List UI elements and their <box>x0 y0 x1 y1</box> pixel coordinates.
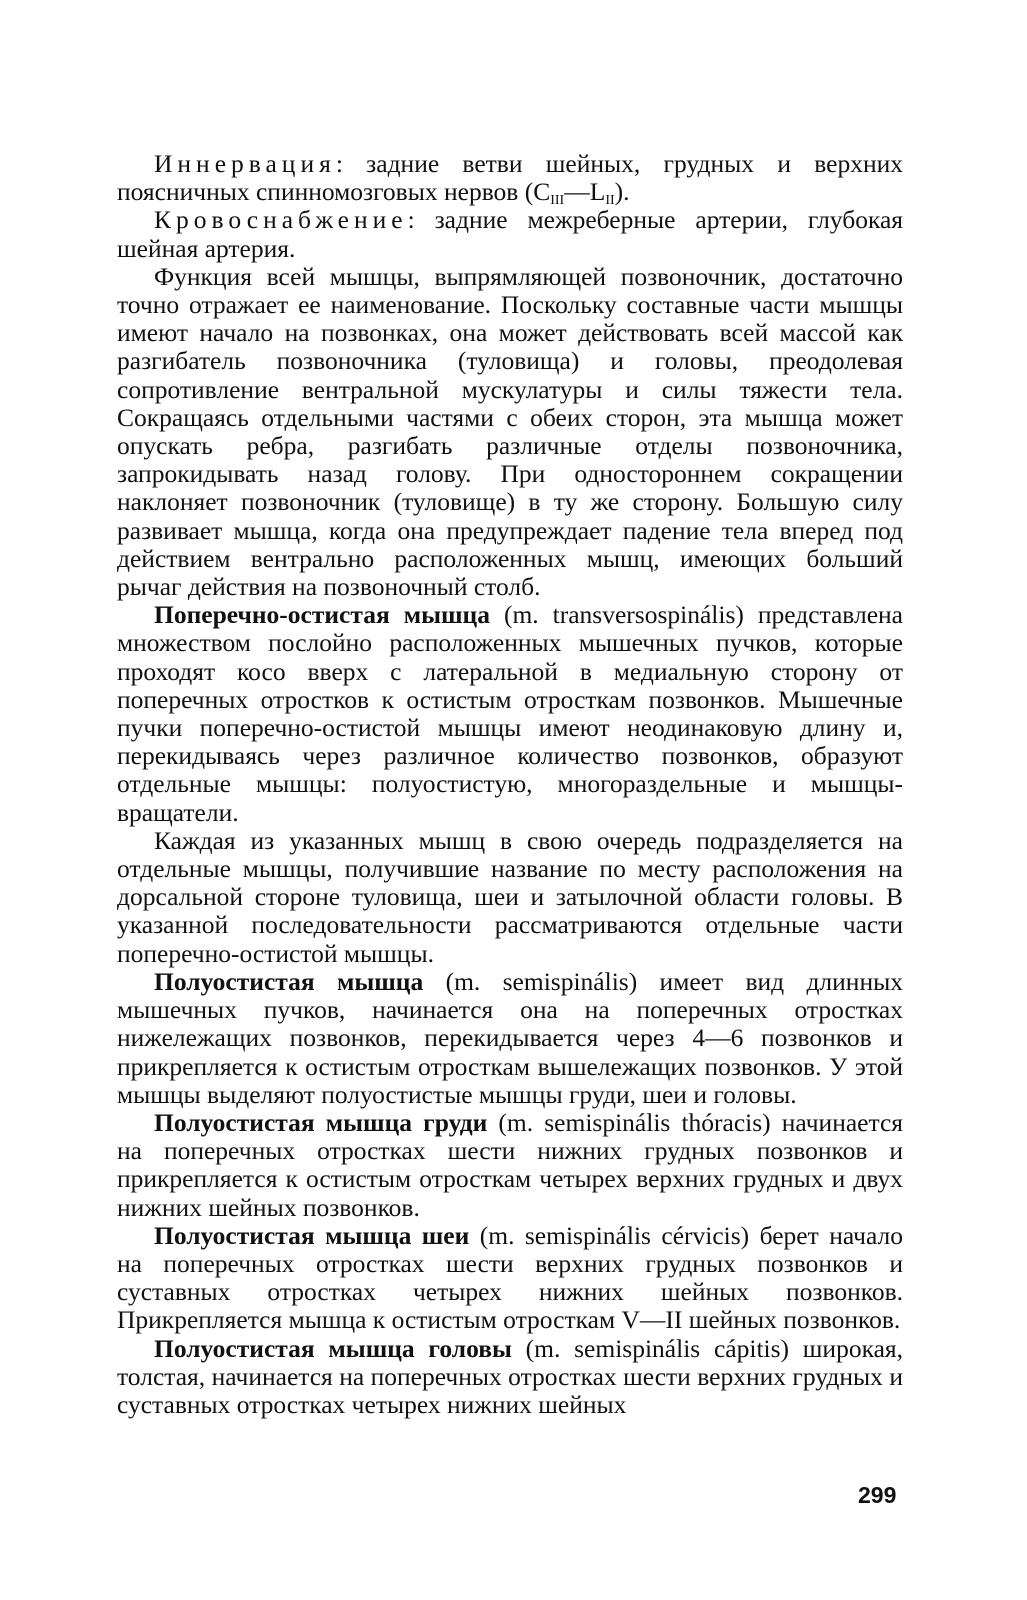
semispinalis-capitis-text: (m. semispinális cápitis) широкая, толстая, начинается на поперечных отростках шести верхних грудных и суставных отростках четырех нижних шейных <box>117 1333 904 1419</box>
term-transversospinalis: Поперечно-остистая мышца <box>154 600 490 630</box>
blood-supply-heading: Кровоснабжение <box>154 205 408 235</box>
page-number: 299 <box>858 1482 897 1508</box>
term-semispinalis-cervicis: Полуостистая мышца шеи <box>154 1220 470 1250</box>
transversospinalis-text: (m. transversospinális) представлена множеством послойно расположенных мышечных пучков, которые проходят косо вверх с латеральной в медиальную сторону от поперечных отростков к остистым отросткам позвонков. Мышечные пучки поперечно-остистой мышцы имеют неодинаковую длину и, перекидываясь через различное количество позвонков, образуют отдельные мышцы: полуостистую, многораздельные и мышцы-вращатели. <box>117 600 903 827</box>
term-semispinalis-thoracis: Полуостистая мышца груди <box>154 1107 488 1137</box>
paragraph-innervation <box>117 149 903 209</box>
paragraph-semispinalis-cervicis <box>117 1222 903 1335</box>
paragraph-transversospinalis <box>117 601 903 827</box>
semispinalis-text: (m. semispinális) имеет вид длинных мышечных пучков, начинается она на поперечных отростках нижележащих позвонков, перекидывается через 4—6 позвонков и прикрепляется к остистым отросткам вышележащих позвонков. У этой мышцы выделяют полуостистые мышцы груди, шеи и головы. <box>117 966 903 1109</box>
paragraph-blood-supply <box>117 206 903 262</box>
semispinalis-thoracis-text: (m. semispinális thóracis) начинается на поперечных отростках шести нижних грудных позвонков и прикрепляется к остистым отросткам четырех верхних грудных и двух нижних шейных позвонков. <box>117 1107 903 1222</box>
nerve-range-dash: —L <box>564 177 606 207</box>
innervation-heading: Иннервация <box>154 149 336 178</box>
body-text <box>117 150 903 1419</box>
nerve-subscript-start: III <box>550 193 565 209</box>
term-semispinalis: Полуостистая мышца <box>154 966 424 996</box>
paragraph-semispinalis-thoracis <box>117 1109 903 1222</box>
innervation-end: ). <box>614 177 630 207</box>
innervation-text: : задние ветви шейных, грудных и верхних поясничных спинномозговых нервов (C <box>117 149 903 207</box>
paragraph-subdivision: Каждая из указанных мышц в свою очередь подразделяется на отдельные мышцы, получившие название по месту расположения на дорсальной стороне туловища, шеи и затылочной области головы. В указанной последовательности рассматриваются отдельные части поперечно-остистой мышцы. <box>117 825 903 968</box>
semispinalis-cervicis-text: (m. semispinális cérvicis) берет начало на поперечных отростках шести верхних грудных позвонков и суставных отростках четырех нижних шейных позвонков. Прикрепляется мышца к остистым отросткам V—II шейных позвонков. <box>117 1220 903 1335</box>
paragraph-function: Функция всей мышцы, выпрямляющей позвоночник, достаточно точно отражает ее наименование. Поскольку составные части мышцы имеют начало на позвонках, она может действовать всей массой как разгибатель позвоночника (туловища) и головы, преодолевая сопротивление вентральной мускулатуры и силы тяжести тела. Сокращаясь отдельными частями с обеих сторон, эта мышца может опускать ребра, разгибать различные отделы позвоночника, запрокидывать назад голову. При одностороннем сокращении наклоняет позвоночник (туловище) в ту же сторону. Большую силу развивает мышца, когда она предупреждает падение тела вперед под действием вентрально расположенных мышц, имеющих больший рычаг действия на позвоночный столб. <box>117 261 903 602</box>
nerve-subscript-end: II <box>605 193 615 209</box>
paragraph-semispinalis <box>117 968 903 1109</box>
blood-supply-text: : задние межреберные артерии, глубокая шейная артерия. <box>117 205 903 263</box>
paragraph-semispinalis-capitis <box>117 1335 903 1420</box>
term-semispinalis-capitis: Полуостистая мышца головы <box>154 1333 512 1363</box>
